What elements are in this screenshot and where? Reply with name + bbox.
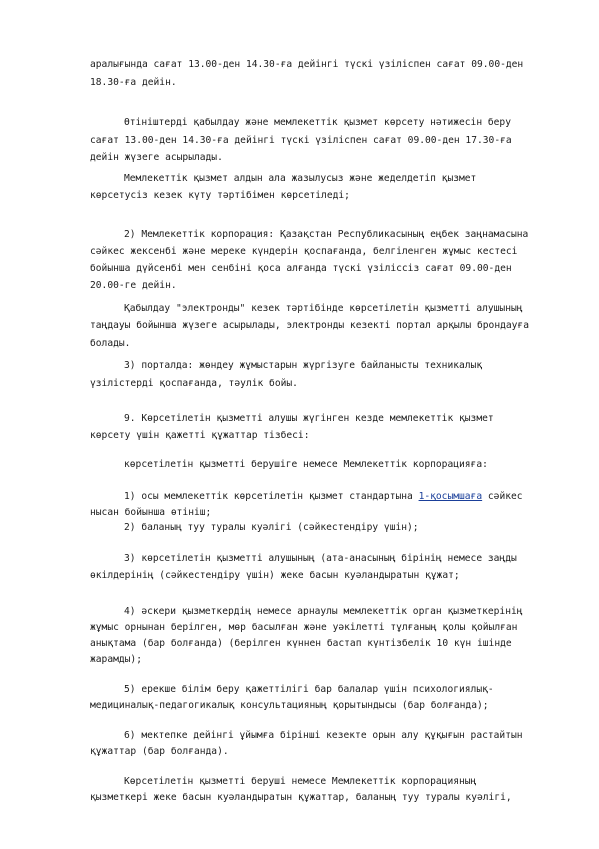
- text-line: 20.00-ге дейін.: [90, 280, 177, 291]
- text-line: Көрсетілетін қызметті беруші немесе Мемлекеттік корпорацияның: [124, 776, 477, 787]
- text-line: бойынша дүйсенбі мен сенбіні қоса алғанда түскі үзіліссіз сағат 09.00-ден: [90, 263, 512, 274]
- text-line: көрсетілетін қызметті берушіге немесе Мемлекеттік корпорацияға:: [124, 459, 488, 470]
- text-segment: 1) осы мемлекеттік көрсетілетін қызмет стандартына: [124, 491, 419, 502]
- text-line: нысан бойынша өтініш;: [90, 507, 212, 518]
- text-line: жұмыс орнынан берілген, мөр басылған және уәкілетті тұлғаның қолы қойылған: [90, 622, 518, 633]
- text-line: таңдауы бойынша жүзеге асырылады, электронды кезекті портал арқылы брондауға: [90, 320, 529, 331]
- text-line: дейін жүзеге асырылады.: [90, 152, 223, 163]
- text-line: сағат 13.00-ден 14.30-ға дейінгі түскі үзіліспен сағат 09.00-ден 17.30-ға: [90, 135, 512, 146]
- text-line: 5) ерекше білім беру қажеттілігі бар балалар үшін психологиялық-: [124, 684, 494, 695]
- text-line: анықтама (бар болғанда) (берілген күннен бастап күнтізбелік 10 күн ішінде: [90, 638, 512, 649]
- text-line: медициналық-педагогикалық консультацияның қорытындысы (бар болғанда);: [90, 700, 489, 711]
- text-line: 6) мектепке дейінгі ұйымға бірінші кезекте орын алу құқығын растайтын: [124, 730, 523, 741]
- text-line: көрсету үшін қажетті құжаттар тізбесі:: [90, 430, 310, 441]
- text-line: қызметкері жеке басын куәландыратын құжаттар, баланың туу туралы куәлігі,: [90, 792, 512, 803]
- text-line: 9. Көрсетілетін қызметті алушы жүгінген кезде мемлекеттік қызмет: [124, 413, 494, 424]
- text-line: 4) әскери қызметкердің немесе арнаулы мемлекеттік орган қызметкерінің: [124, 606, 523, 617]
- text-line: 2) Мемлекеттік корпорация: Қазақстан Республикасының еңбек заңнамасына: [124, 229, 529, 240]
- text-line: [124, 491, 523, 503]
- text-line: Қабылдау "электронды" кезек тәртібінде көрсетілетін қызметті алушының: [124, 303, 523, 314]
- text-line: жарамды);: [90, 654, 142, 665]
- text-line: Мемлекеттік қызмет алдын ала жазылусыз және жеделдетіп қызмет: [124, 173, 477, 184]
- text-line: көрсетусіз кезек күту тәртібімен көрсетіледі;: [90, 190, 350, 201]
- text-line: 18.30-ға дейін.: [90, 77, 177, 88]
- text-line: сәйкес жексенбі және мереке күндерін қоспағанда, белгіленген жұмыс кестесі: [90, 246, 518, 257]
- text-line: 2) баланың туу туралы куәлігі (сәйкестендіру үшін);: [124, 522, 419, 533]
- text-line: құжаттар (бар болғанда).: [90, 746, 229, 757]
- text-line: 3) көрсетілетін қызметті алушының (ата-анасының бірінің немесе заңды: [124, 553, 517, 564]
- appendix-1-link[interactable]: 1-қосымшаға: [418, 491, 483, 502]
- text-line: болады.: [90, 338, 131, 349]
- text-line: өкілдерінің (сәйкестендіру үшін) жеке басын куәландыратын құжат;: [90, 570, 460, 581]
- text-line: 3) порталда: жөндеу жұмыстарын жүргізуге байланысты техникалық: [124, 360, 483, 371]
- text-segment: сәйкес: [482, 491, 523, 502]
- text-line: үзілістерді қоспағанда, тәулік бойы.: [90, 378, 298, 389]
- text-line: Өтініштерді қабылдау және мемлекеттік қызмет көрсету нәтижесін беру: [124, 117, 511, 128]
- text-line: аралығында сағат 13.00-ден 14.30-ға дейінгі түскі үзіліспен сағат 09.00-ден: [90, 59, 524, 70]
